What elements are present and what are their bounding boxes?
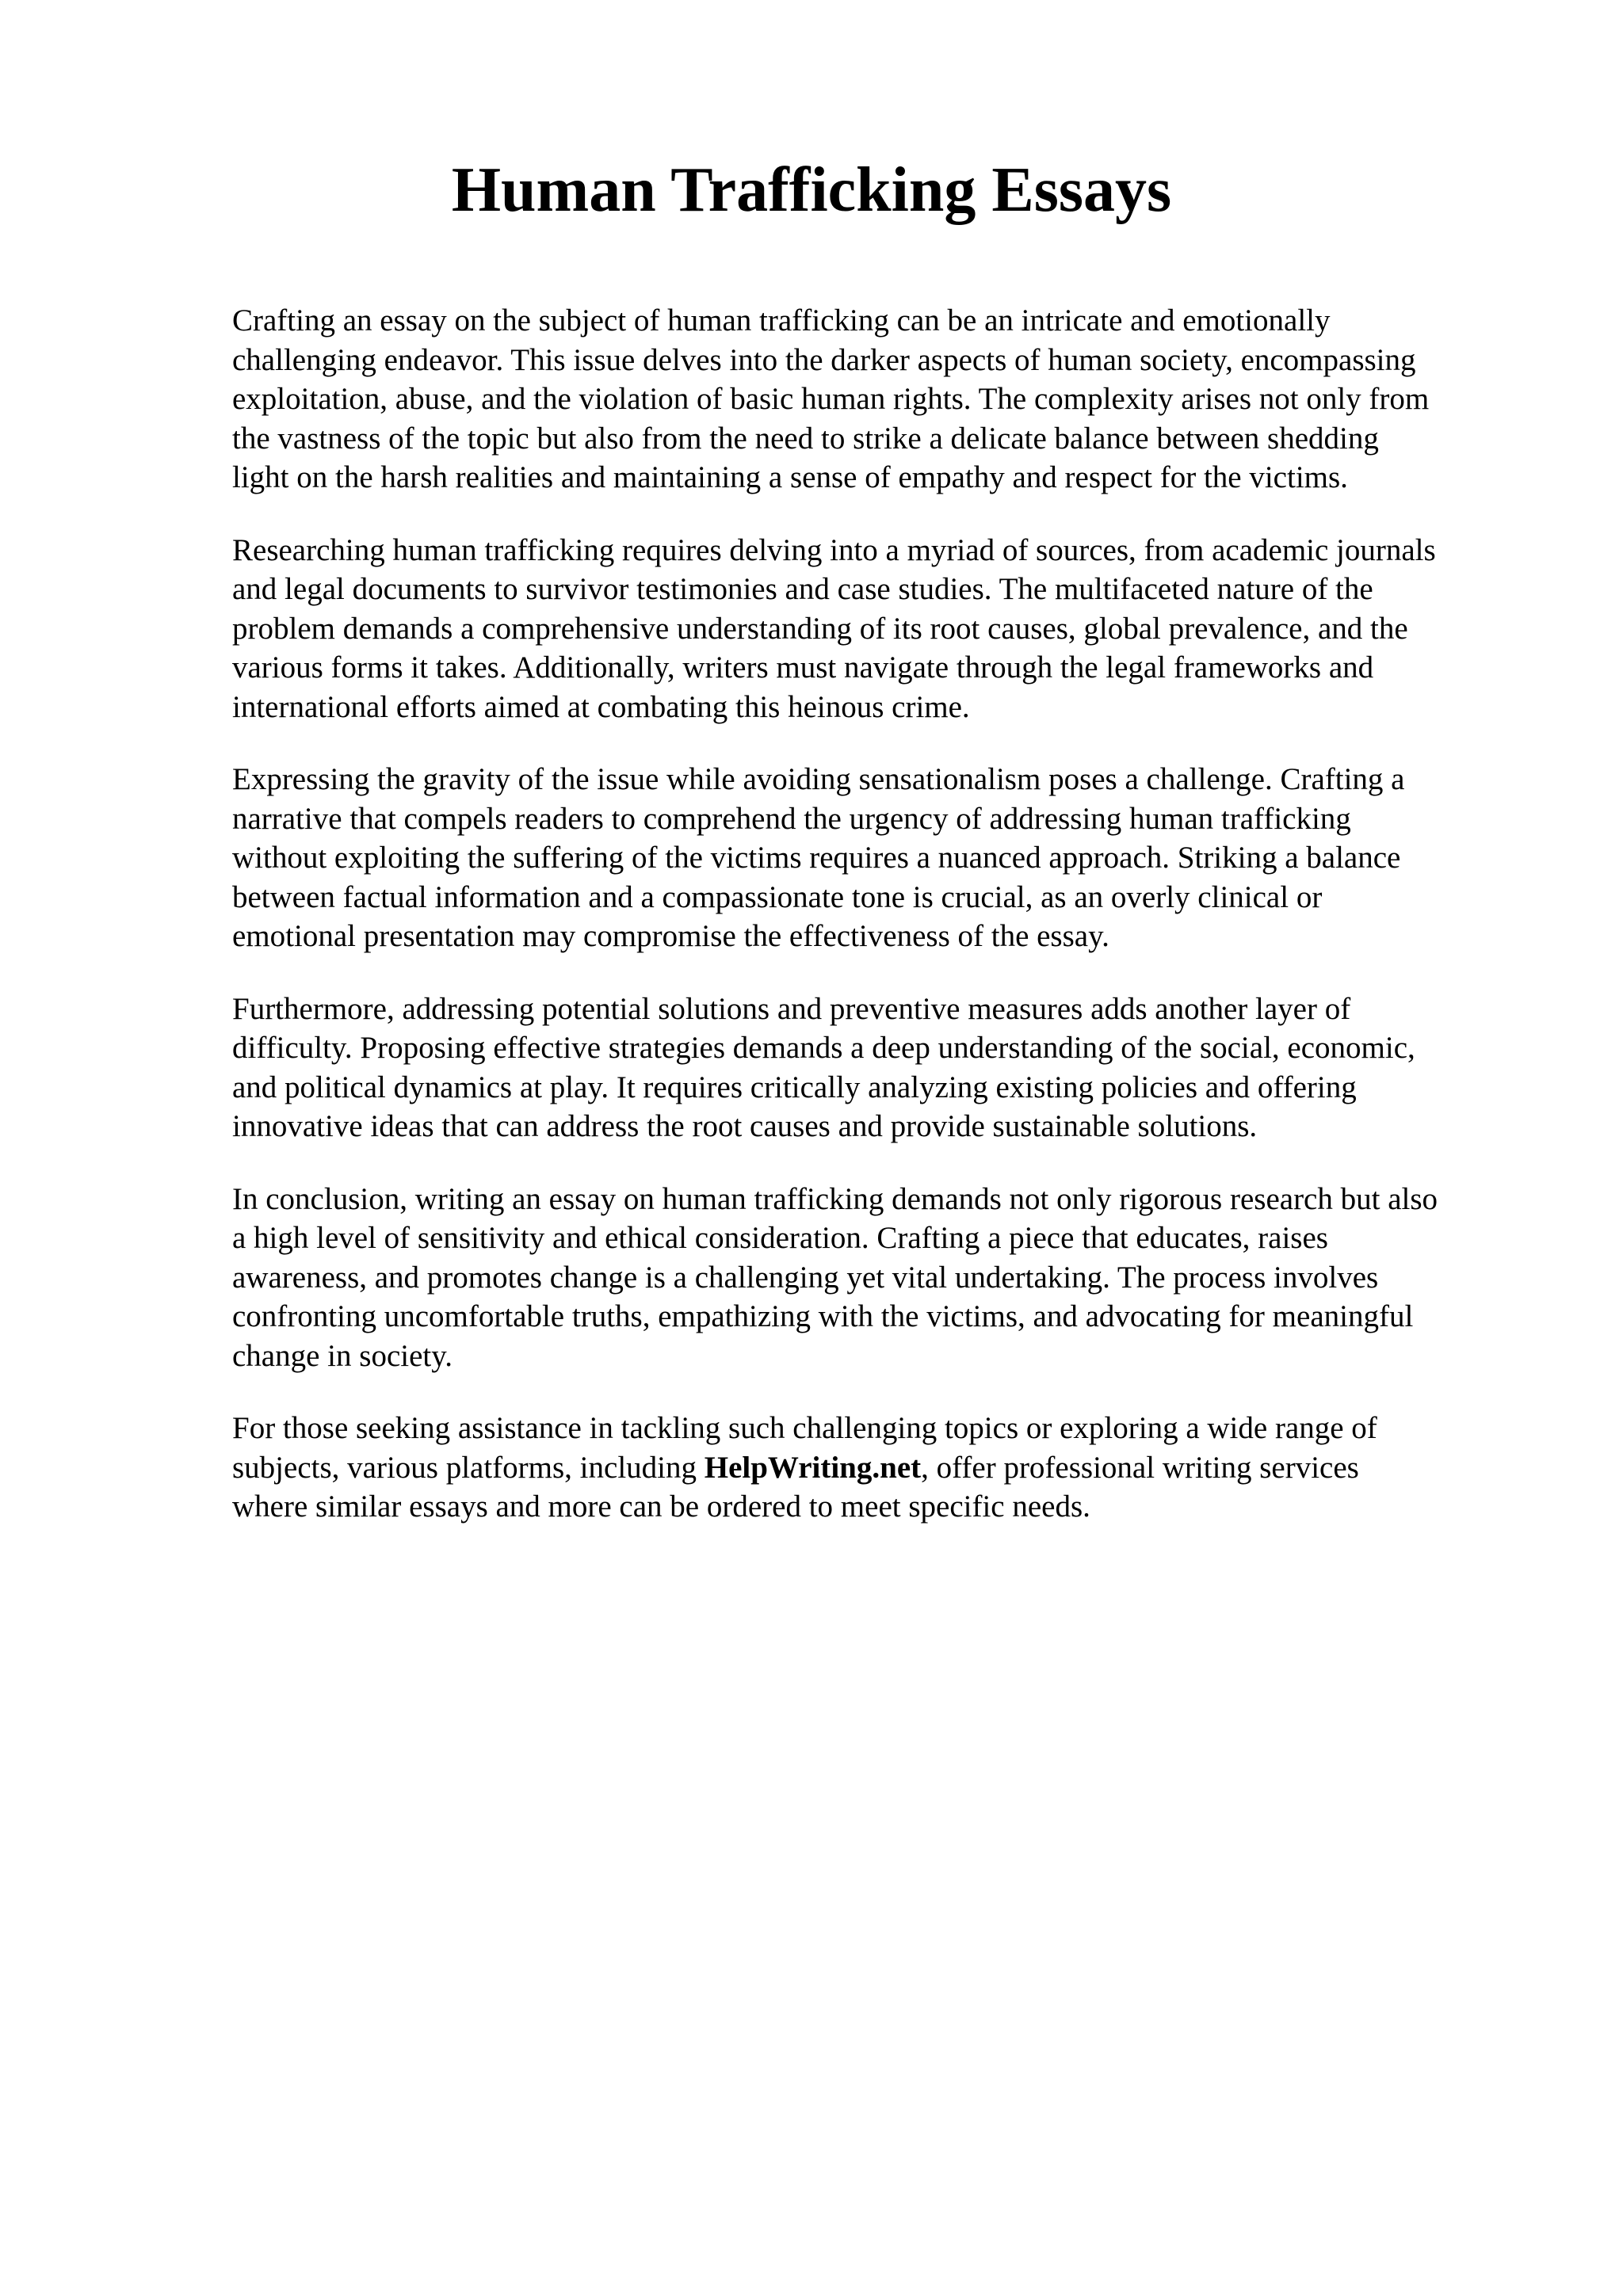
document-body [232, 301, 1532, 1560]
paragraph-line-with-brand [232, 1448, 1532, 1488]
paragraph-line: a high level of sensitivity and ethical consideration. Crafting a piece that educates, raises [232, 1221, 1328, 1255]
paragraph-line: innovative ideas that can address the root causes and provide sustainable solutions. [232, 1109, 1258, 1143]
paragraph-line: where similar essays and more can be ordered to meet specific needs. [232, 1489, 1090, 1524]
paragraph-line: For those seeking assistance in tackling such challenging topics or exploring a wide range of [232, 1411, 1377, 1445]
paragraph-line: Furthermore, addressing potential solutions and preventive measures adds another layer of [232, 991, 1351, 1026]
document-title: Human Trafficking Essays [451, 155, 1172, 225]
paragraph-line: between factual information and a compassionate tone is crucial, as an overly clinical or [232, 879, 1323, 914]
paragraph-line: In conclusion, writing an essay on human trafficking demands not only rigorous research but also [232, 1181, 1438, 1216]
paragraph-line: and legal documents to survivor testimonies and case studies. The multifaceted nature of the [232, 572, 1373, 606]
paragraph-conclusion [232, 1180, 1532, 1376]
paragraph-solutions [232, 990, 1532, 1146]
paragraph-line: change in society. [232, 1338, 453, 1373]
paragraph-line: confronting uncomfortable truths, empathizing with the victims, and advocating for meaningful [232, 1299, 1414, 1333]
paragraph-intro [232, 301, 1532, 498]
paragraph-line: exploitation, abuse, and the violation of basic human rights. The complexity arises not only from [232, 382, 1430, 416]
paragraph-line: Expressing the gravity of the issue while avoiding sensationalism poses a challenge. Crafting a [232, 762, 1405, 796]
paragraph-line: challenging endeavor. This issue delves into the darker aspects of human society, encompassing [232, 342, 1416, 377]
brand-name: HelpWriting.net [704, 1450, 922, 1485]
paragraph-line: various forms it takes. Additionally, writers must navigate through the legal frameworks and [232, 650, 1374, 685]
paragraph-line: Crafting an essay on the subject of human trafficking can be an intricate and emotionally [232, 303, 1331, 338]
paragraph-line: difficulty. Proposing effective strategies demands a deep understanding of the social, economic, [232, 1031, 1415, 1065]
closing-text-before-brand: subjects, various platforms, including [232, 1450, 705, 1485]
paragraph-line: narrative that compels readers to comprehend the urgency of addressing human trafficking [232, 801, 1351, 836]
closing-text-after-brand: , offer professional writing services [921, 1450, 1359, 1485]
paragraph-gravity [232, 760, 1532, 956]
paragraph-closing [232, 1409, 1532, 1527]
paragraph-line: problem demands a comprehensive understanding of its root causes, global prevalence, and the [232, 611, 1408, 646]
paragraph-line: and political dynamics at play. It requires critically analyzing existing policies and offering [232, 1070, 1357, 1104]
paragraph-line: light on the harsh realities and maintaining a sense of empathy and respect for the victims. [232, 460, 1348, 494]
paragraph-line: without exploiting the suffering of the victims requires a nuanced approach. Striking a balance [232, 841, 1401, 875]
paragraph-line: awareness, and promotes change is a challenging yet vital undertaking. The process involves [232, 1260, 1379, 1295]
paragraph-line: international efforts aimed at combating this heinous crime. [232, 689, 970, 724]
paragraph-line: emotional presentation may compromise the effectiveness of the essay. [232, 919, 1109, 953]
paragraph-line: the vastness of the topic but also from the need to strike a delicate balance between shedding [232, 421, 1379, 456]
paragraph-research [232, 531, 1532, 727]
paragraph-line: Researching human trafficking requires delving into a myriad of sources, from academic journals [232, 532, 1436, 567]
